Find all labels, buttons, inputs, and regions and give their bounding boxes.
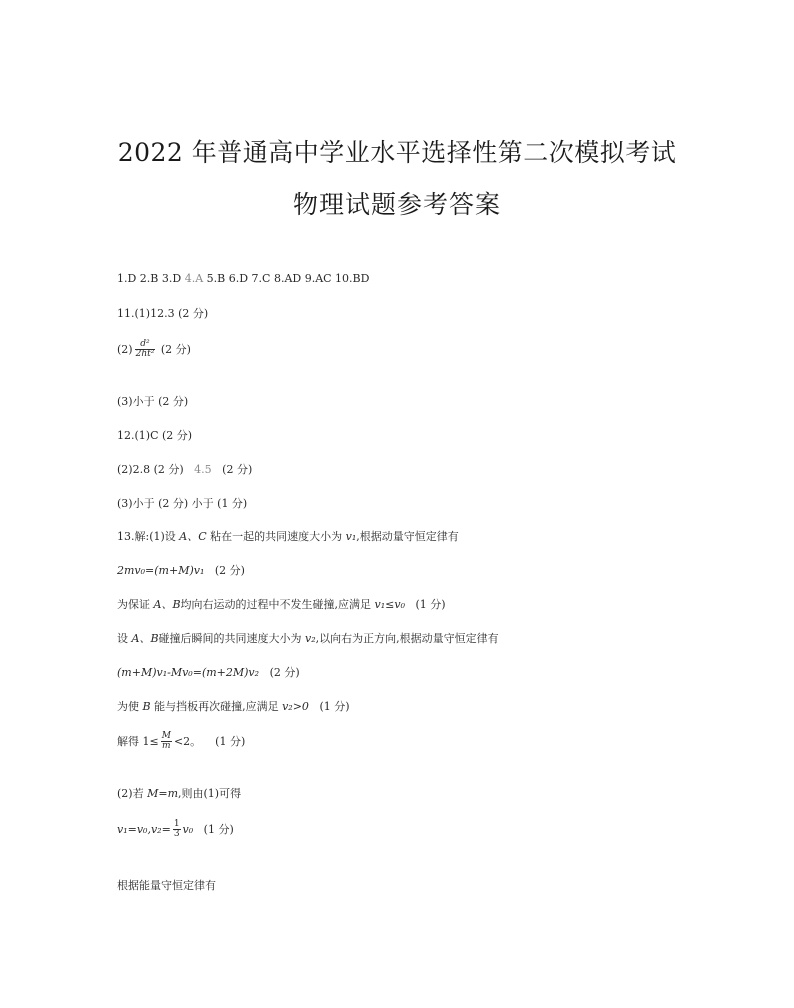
q13-line4	[117, 630, 499, 646]
q13-line5	[117, 664, 300, 680]
q13-l1-desc: 粘在一起的共同速度大小为	[210, 530, 343, 543]
q13-eq1-score: (2 分)	[214, 564, 245, 577]
q13-third-numerator: 1	[173, 819, 180, 829]
q13-l6-desc: 能与挡板再次碰撞,应满足	[154, 700, 279, 713]
q13-third-fraction	[173, 820, 181, 840]
q11-part2-score: (2 分)	[160, 342, 191, 356]
q12-part1: 12.(1)C (2 分)	[117, 429, 193, 442]
q12-part2-b: 4.5	[194, 463, 212, 476]
q13-line2	[117, 562, 245, 578]
q12-part2-a: (2)2.8 (2 分)	[117, 463, 184, 476]
q11-fraction-numerator: d²	[140, 339, 150, 349]
q13-line7	[117, 732, 245, 752]
q13-l3-cond: v₁≤v₀	[374, 598, 405, 611]
q13-l9-var: v₀	[182, 822, 194, 836]
q13-l1-text: 13.解:(1)设	[117, 530, 176, 543]
q11-fraction-denominator: 2ht²	[135, 349, 155, 360]
q11-fraction	[135, 340, 156, 360]
q11-part3: (3)小于 (2 分)	[117, 395, 189, 408]
q11-part2	[117, 340, 191, 360]
q13-line9	[117, 820, 234, 840]
q13-l8-tail: ,则由(1)可得	[178, 787, 242, 800]
q13-line8	[117, 785, 241, 801]
q13-l4-tail: ,以向右为正方向,根据动量守恒定律有	[315, 632, 499, 645]
q12-part3: (3)小于 (2 分) 小于 (1 分)	[117, 497, 248, 510]
q11-part2-label: (2)	[117, 342, 133, 356]
q13-l1-tail: ,根据动量守恒定律有	[356, 530, 459, 543]
q13-l3-text: 为保证	[117, 598, 150, 611]
choice-answers-part-a: 1.D 2.B 3.D	[117, 272, 182, 285]
q13-ratio-fraction	[161, 732, 172, 752]
q13-eq2-score: (2 分)	[269, 666, 300, 679]
q13-l8-text: (2)若	[117, 787, 144, 800]
q13-l8-cond: M=m	[147, 787, 179, 800]
q13-l6-cond: v₂>0	[282, 700, 309, 713]
q13-eq2: (m+M)v₁-Mv₀=(m+2M)v₂	[117, 666, 260, 679]
q13-l6-symbol: B	[142, 700, 151, 713]
q13-ratio-denominator: m	[162, 741, 171, 752]
q13-l4-desc: 碰撞后瞬间的共同速度大小为	[158, 632, 302, 645]
q13-l7-text: 解得 1≤	[117, 734, 159, 748]
q13-line10: 根据能量守恒定律有	[117, 879, 216, 892]
q13-l9-score: (1 分)	[203, 822, 234, 836]
choice-answers-part-b: 4.A	[184, 272, 204, 285]
q13-line3	[117, 596, 446, 612]
q13-l7-tail: <2。	[173, 734, 202, 748]
q13-l6-text: 为使	[117, 700, 139, 713]
q13-line1	[117, 528, 459, 544]
q13-eq1: 2mv₀=(m+M)v₁	[117, 564, 205, 577]
exam-subtitle: 物理试题参考答案	[292, 190, 501, 219]
q13-l1-var: v₁	[345, 530, 357, 543]
q13-l4-symbols: A、B	[131, 632, 159, 645]
q13-l9-vars: v₁=v₀,v₂=	[117, 822, 171, 836]
q13-l4-var: v₂	[305, 632, 316, 645]
choice-answers-part-c: 5.B 6.D 7.C 8.AD 9.AC 10.BD	[206, 272, 370, 285]
choice-answers	[117, 272, 369, 285]
q13-l4-text: 设	[117, 632, 128, 645]
q13-third-denominator: 3	[173, 829, 180, 840]
q13-line6	[117, 698, 350, 714]
exam-title: 2022 年普通高中学业水平选择性第二次模拟考试	[117, 138, 677, 167]
q13-l3-symbols: A、B	[153, 598, 181, 611]
q13-ratio-numerator: M	[161, 731, 171, 741]
q13-l3-score: (1 分)	[415, 598, 446, 611]
q13-l1-symbols: A、C	[179, 530, 207, 543]
q11-part1: 11.(1)12.3 (2 分)	[117, 307, 209, 320]
q13-l3-desc: 均向右运动的过程中不发生碰撞,应满足	[180, 598, 372, 611]
q12-part2	[117, 461, 252, 477]
q12-part2-c: (2 分)	[222, 463, 253, 476]
q13-l7-score: (1 分)	[215, 734, 246, 748]
q13-l6-score: (1 分)	[319, 700, 350, 713]
